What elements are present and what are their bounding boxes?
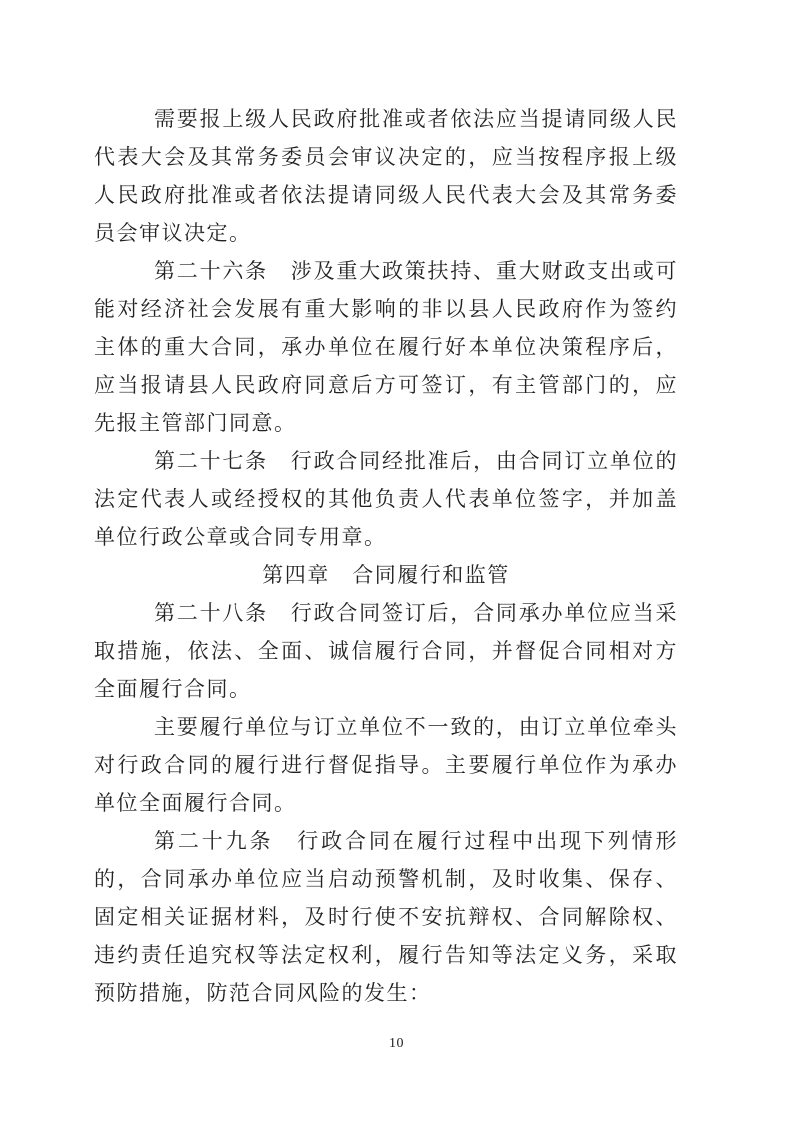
body-paragraph-article-29: 第二十九条 行政合同在履行过程中出现下列情形的，合同承办单位应当启动预警机制，及时收集、保存、固定相关证据材料，及时行使不安抗辩权、合同解除权、违约责任追究权等法定权利，履行告知等法定义务，采取预防措施，防范合同风险的发生： — [94, 829, 678, 1005]
body-paragraph-article-26: 第二十六条 涉及重大政策扶持、重大财政支出或可能对经济社会发展有重大影响的非以县人民政府作为签约主体的重大合同，承办单位在履行好本单位决策程序后，应当报请县人民政府同意后方可签订，有主管部门的，应先报主管部门同意。 — [94, 259, 678, 435]
body-paragraph: 需要报上级人民政府批准或者依法应当提请同级人民代表大会及其常务委员会审议决定的，应当按程序报上级人民政府批准或者依法提请同级人民代表大会及其常务委员会审议决定。 — [94, 107, 678, 245]
body-paragraph: 主要履行单位与订立单位不一致的，由订立单位牵头对行政合同的履行进行督促指导。主要履行单位作为承办单位全面履行合同。 — [94, 715, 678, 815]
body-paragraph-article-27: 第二十七条 行政合同经批准后，由合同订立单位的法定代表人或经授权的其他负责人代表单位签字，并加盖单位行政公章或合同专用章。 — [94, 449, 678, 549]
document-body — [94, 100, 678, 1012]
chapter-heading: 第四章 合同履行和监管 — [262, 563, 510, 587]
page-number: 10 — [389, 1036, 404, 1051]
body-paragraph-article-28: 第二十八条 行政合同签订后，合同承办单位应当采取措施，依法、全面、诚信履行合同，并督促合同相对方全面履行合同。 — [94, 601, 678, 701]
